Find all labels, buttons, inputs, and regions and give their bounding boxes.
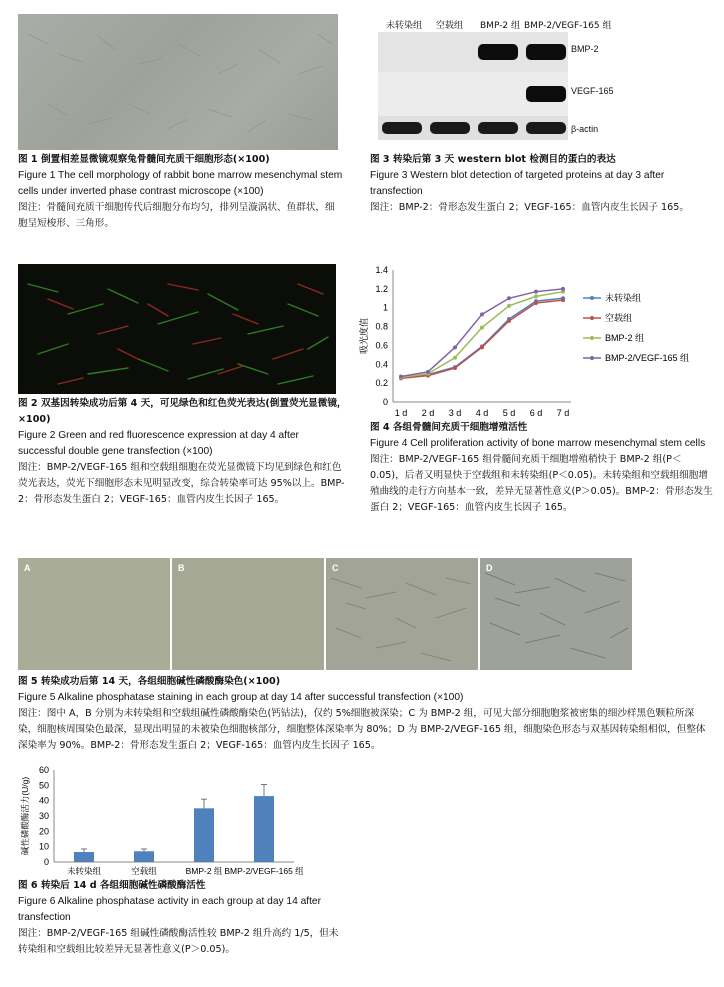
fig3-group-label: 未转染组 (386, 21, 423, 31)
blot-band (526, 122, 566, 134)
fig5-panel-d (480, 558, 632, 670)
fig1-micrograph (18, 14, 338, 150)
fig5-title: 图 5 转染成功后第 14 天，各组细胞碱性磷酸酶染色(×100) (18, 676, 281, 687)
fig6-title: 图 6 转染后 14 d 各组细胞碱性磷酸酶活性 (18, 880, 206, 891)
fig2-title: 图 2 双基因转染成功后第 4 天，可见绿色和红色荧光表达(倒置荧光显微镜，×100) (18, 398, 347, 425)
y-tick-label: 50 (38, 780, 49, 791)
blot-band (478, 44, 518, 60)
blot-band (526, 86, 566, 102)
data-point (453, 356, 457, 360)
y-tick-label: 0.2 (375, 378, 388, 389)
fig4-en-caption: Figure 4 Cell proliferation activity of bone marrow mesenchymal stem cells (370, 438, 706, 449)
fig1-cells-texture (18, 14, 338, 150)
fig2-fluorescence-image (18, 264, 336, 394)
blot-panel-actin (378, 116, 568, 140)
legend-label: BMP-2 组 (605, 333, 645, 343)
x-tick-label: BMP-2/VEGF-165 组 (224, 866, 304, 876)
legend-label: 空载组 (605, 313, 633, 323)
panel-label: A (24, 563, 31, 573)
fig5-note: 图注：图中 A，B 分别为未转染组和空载组碱性磷酸酶染色(钙钴法)，仅约 5%细胞被深染；C 为 BMP-2 组，可见大部分细胞胞浆被密集的细沙样黑色颗粒所深染，细胞核周围染色最深，显现出明显的未被染色细胞核部分，细胞整体深染率为 80%；D 为 BMP-2/VEGF-165 组，细胞染色形态与双基因转染组相似，但整体深染率为 90%。BMP-2：骨形态发生蛋白 2；VEGF-165：血管内皮生长因子 165。 (18, 708, 706, 751)
bar (254, 796, 274, 862)
data-point (561, 287, 565, 291)
fig2-note: 图注：BMP-2/VEGF-165 组和空载组细胞在荧光显微镜下均见到绿色和红色荧光表达，荧光下细胞形态未见明显改变，综合转染率可达 95%以上。BMP-2：骨形态发生蛋白 2；VEGF-165：血管内皮生长因子 165。 (18, 462, 345, 505)
data-point (453, 345, 457, 349)
blot-band (478, 122, 518, 134)
fig1-en-caption: Figure 1 The cell morphology of rabbit bone marrow mesenchymal stem cells under inverted phase contrast microscope (×100) (18, 170, 343, 197)
data-point (534, 301, 538, 305)
panel-label: D (486, 563, 493, 573)
y-tick-label: 1 (382, 302, 388, 313)
data-point (507, 296, 511, 300)
data-point (561, 298, 565, 302)
legend-marker (590, 336, 594, 340)
bar (134, 851, 154, 862)
fig3-note: 图注：BMP-2：骨形态发生蛋白 2；VEGF-165：血管内皮生长因子 165。 (370, 202, 689, 213)
data-point (453, 366, 457, 370)
bar (194, 808, 214, 862)
data-point (507, 319, 511, 323)
panel-label: B (178, 563, 185, 573)
data-point (507, 304, 511, 308)
y-tick-label: 1.4 (375, 265, 388, 275)
fig3-group-label: BMP-2 组 (480, 21, 521, 31)
x-tick-label: 未转染组 (66, 866, 102, 876)
data-point (399, 375, 403, 379)
fig1-title: 图 1 倒置相差显微镜观察兔骨髓间充质干细胞形态(×100) (18, 154, 270, 165)
fig5-panel-a (18, 558, 170, 670)
data-point (480, 326, 484, 330)
y-tick-label: 40 (38, 795, 49, 806)
x-tick-label: 1 d (394, 408, 408, 418)
y-axis-label: 吸光度值 (359, 317, 369, 355)
bar (74, 852, 94, 862)
x-tick-label: 7 d (556, 408, 570, 418)
data-point (534, 294, 538, 298)
fig4-note: 图注：BMP-2/VEGF-165 组骨髓间充质干细胞增殖稍快于 BMP-2 组(P＜0.05)，后者又明显快于空载组和未转染组(P＜0.05)。未转染组和空载组细胞增殖曲线的走行方向基本一致，差异无显著性意义(P＞0.05)。BMP-2：骨形态发生蛋白 2；VEGF-165：血管内皮生长因子 165。 (370, 454, 713, 513)
x-tick-label: 5 d (502, 408, 516, 418)
y-tick-label: 0 (382, 397, 388, 407)
legend-label: BMP-2/VEGF-165 组 (605, 353, 690, 363)
y-tick-label: 60 (38, 765, 49, 775)
blot-panel-bmp2 (378, 32, 568, 74)
fig3-en-caption: Figure 3 Western blot detection of targeted proteins at day 3 after transfection (370, 170, 665, 197)
x-tick-label: BMP-2 组 (185, 866, 223, 876)
fig3-western-blot (378, 14, 708, 154)
y-tick-label: 0.8 (375, 321, 388, 332)
fig5-c-texture (326, 558, 478, 670)
legend-marker (590, 316, 594, 320)
y-tick-label: 0.6 (375, 340, 388, 351)
fig3-title: 图 3 转染后第 3 天 western blot 检测目的蛋白的表达 (370, 154, 616, 165)
x-tick-label: 4 d (475, 408, 489, 418)
blot-band (430, 122, 470, 134)
fig3-group-label: 空载组 (436, 21, 464, 31)
series-line (401, 292, 563, 378)
fig2-fluorescence-texture (18, 264, 336, 394)
panel-label: C (332, 563, 339, 573)
data-point (426, 370, 430, 374)
blot-panel-vegf (378, 72, 568, 116)
fig1-note: 图注：骨髓间充质干细胞传代后细胞分布均匀，排列呈漩涡状、鱼群状，细胞呈短梭形、三角形。 (18, 202, 335, 229)
fig6-en-caption: Figure 6 Alkaline phosphatase activity in each group at day 14 after transfection (18, 896, 321, 923)
fig6-bar-chart (18, 762, 318, 880)
y-tick-label: 20 (38, 826, 49, 837)
series-line (401, 300, 563, 378)
fig5-en-caption: Figure 5 Alkaline phosphatase staining in each group at day 14 after successful transfection (×100) (18, 692, 464, 703)
y-tick-label: 10 (38, 841, 49, 852)
x-tick-label: 6 d (529, 408, 543, 418)
y-axis-label: 碱性磷酸酶活力(U/g) (20, 776, 30, 856)
x-tick-label: 2 d (421, 408, 435, 418)
y-tick-label: 30 (38, 811, 49, 821)
data-point (480, 312, 484, 316)
legend-marker (590, 296, 594, 300)
fig5-panel-c (326, 558, 478, 670)
x-tick-label: 空载组 (131, 866, 157, 876)
y-tick-label: 0 (43, 857, 49, 867)
legend-marker (590, 356, 594, 360)
blot-band (526, 44, 566, 60)
fig4-line-chart (355, 262, 705, 422)
fig3-group-label: BMP-2/VEGF-165 组 (524, 21, 612, 31)
fig4-title: 图 4 各组骨髓间充质干细胞增殖活性 (370, 422, 528, 433)
blot-band (382, 122, 422, 134)
blot-label-actin: β-actin (571, 124, 599, 134)
y-tick-label: 1.2 (375, 283, 388, 294)
blot-label-bmp2: BMP-2 (571, 44, 599, 54)
blot-label-vegf: VEGF-165 (571, 86, 614, 96)
fig6-note: 图注：BMP-2/VEGF-165 组碱性磷酸酶活性较 BMP-2 组升高约 1/5，但未转染组和空载组比较差异无显著性意义(P＞0.05)。 (18, 928, 339, 955)
data-point (534, 290, 538, 294)
fig2-en-caption: Figure 2 Green and red fluorescence expression at day 4 after successful double gene transfection (×100) (18, 430, 299, 457)
fig5-d-texture (480, 558, 632, 670)
fig5-panel-b (172, 558, 324, 670)
data-point (480, 345, 484, 349)
series-line (401, 298, 563, 377)
y-tick-label: 0.4 (375, 359, 388, 370)
x-tick-label: 3 d (448, 408, 462, 418)
legend-label: 未转染组 (605, 293, 642, 303)
